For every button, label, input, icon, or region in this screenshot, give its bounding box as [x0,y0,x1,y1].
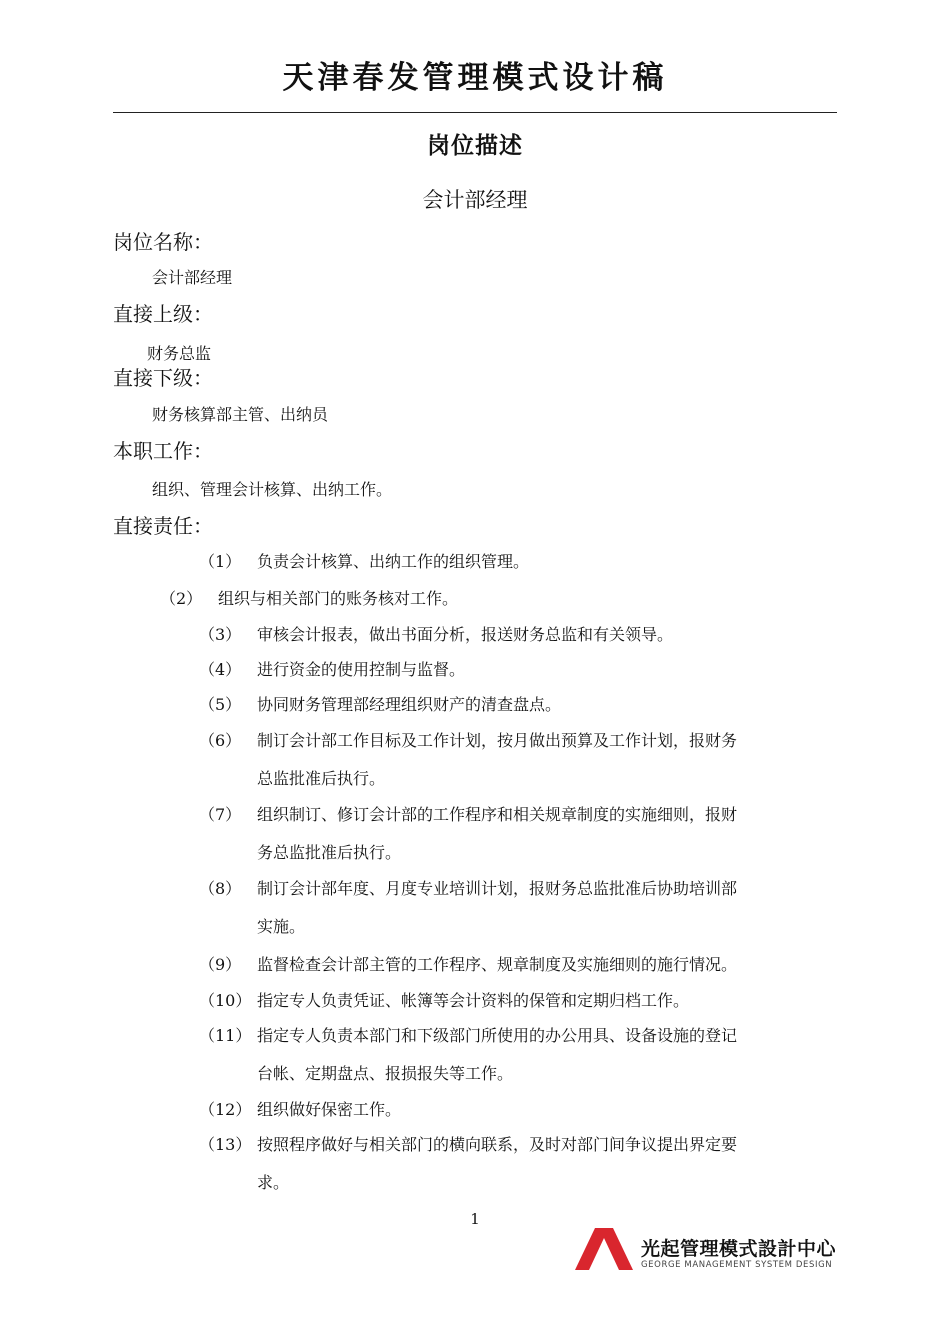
responsibility-number: （2） [160,589,203,608]
responsibility-number: （11） [199,1026,252,1045]
job-label: 本职工作： [113,439,213,463]
position-name-value: 会计部经理 [152,268,233,287]
job-value: 组织、管理会计核算、出纳工作。 [152,480,393,499]
subordinate-value: 财务核算部主管、出纳员 [152,405,329,424]
responsibility-text: 进行资金的使用控制与监督。 [257,660,466,679]
responsibility-number: （13） [199,1135,252,1154]
responsibility-text: 指定专人负责本部门和下级部门所使用的办公用具、设备设施的登记 [257,1026,738,1045]
responsibility-number: （10） [199,991,252,1010]
responsibility-number: （5） [199,695,242,714]
company-logo [575,1228,845,1273]
responsibility-text: 协同财务管理部经理组织财产的清查盘点。 [257,695,562,714]
responsibility-number: （8） [199,879,242,898]
responsibility-number: （12） [199,1100,252,1119]
subordinate-label: 直接下级： [113,366,213,390]
responsibility-text: 总监批准后执行。 [257,769,386,788]
responsibility-text: 审核会计报表，做出书面分析，报送财务总监和有关领导。 [257,625,674,644]
logo-chinese-text: 光起管理模式設計中心 [641,1238,837,1260]
responsibility-text: 组织做好保密工作。 [257,1100,402,1119]
document-title: 岗位描述 [427,133,523,159]
responsibility-text: 指定专人负责凭证、帐簿等会计资料的保管和定期归档工作。 [257,991,690,1010]
responsibility-text: 务总监批准后执行。 [257,843,402,862]
responsibility-number: （4） [199,660,242,679]
responsibility-text: 求。 [257,1173,290,1192]
page-number: 1 [470,1210,480,1228]
responsibility-number: （1） [199,552,242,571]
responsibility-text: 制订会计部年度、月度专业培训计划，报财务总监批准后协助培训部 [257,879,738,898]
logo-a-icon [575,1228,633,1270]
document-header-title: 天津春发管理模式设计稿 [282,60,668,96]
position-name-label: 岗位名称： [113,230,213,254]
header-divider [113,112,837,113]
logo-english-text: GEORGE MANAGEMENT SYSTEM DESIGN [641,1260,833,1270]
responsibility-text: 组织制订、修订会计部的工作程序和相关规章制度的实施细则，报财 [257,805,738,824]
responsibility-text: 制订会计部工作目标及工作计划，按月做出预算及工作计划，报财务 [257,731,738,750]
responsibility-number: （6） [199,731,242,750]
responsibility-text: 台帐、定期盘点、报损报失等工作。 [257,1064,514,1083]
responsibility-text: 按照程序做好与相关部门的横向联系，及时对部门间争议提出界定要 [257,1135,738,1154]
position-title: 会计部经理 [422,188,528,212]
responsibility-text: 监督检查会计部主管的工作程序、规章制度及实施细则的施行情况。 [257,955,738,974]
responsibility-text: 组织与相关部门的账务核对工作。 [218,589,459,608]
superior-value: 财务总监 [147,344,212,363]
responsibilities-label: 直接责任： [113,514,213,538]
responsibility-text: 实施。 [257,917,306,936]
responsibility-text: 负责会计核算、出纳工作的组织管理。 [257,552,530,571]
responsibility-number: （3） [199,625,242,644]
responsibility-number: （7） [199,805,242,824]
superior-label: 直接上级： [113,302,213,326]
responsibility-number: （9） [199,955,242,974]
